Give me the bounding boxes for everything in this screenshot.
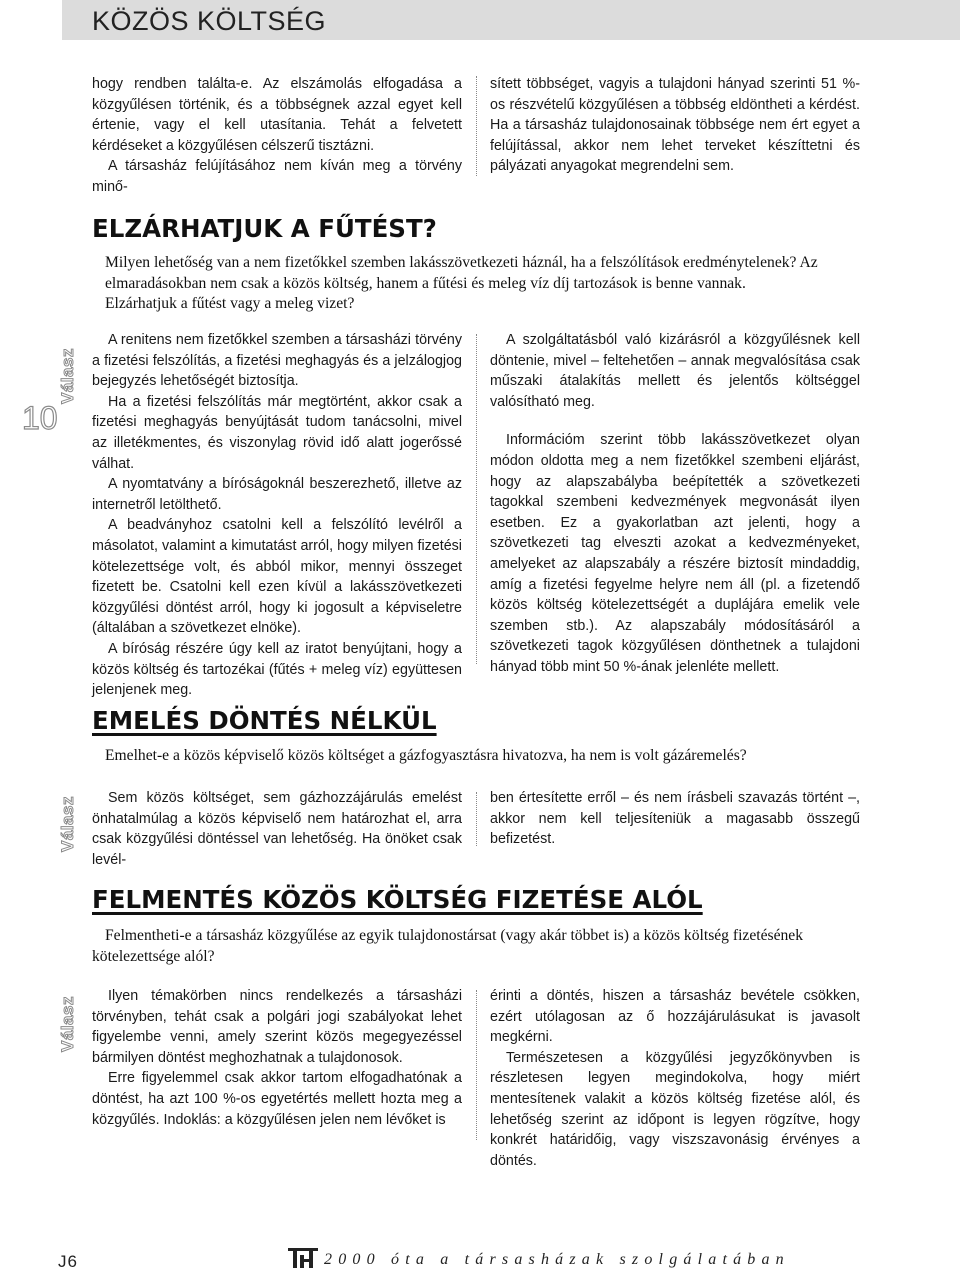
paragraph: sített többséget, vagyis a tulajdoni hányad szerinti 51 %-os részvételű közgyűlésen a többség eldöntheti a kérdést. Ha a társasház tulajdonosainak többsége nem ért egyet a felújítással, akkor nem lehet terveket készíttetni és pályázati anyagokat megrendelni sem. (490, 76, 860, 175)
section-title: FELMENTÉS KÖZÖS KÖLTSÉG FIZETÉSE ALÓL (92, 885, 703, 914)
question-line: Felmentheti-e a társasház közgyűlése az egyik tulajdonostársat (vagy akár többet is) a közös költség fizetésének (105, 927, 804, 944)
question-text (105, 746, 860, 767)
answer-left-column (92, 788, 462, 870)
answer-label: Válasz (58, 796, 77, 852)
answer-right-column (490, 986, 860, 1171)
answer-left-column (92, 330, 462, 701)
question-line: Elzárhatjuk a fűtést vagy a meleg vizet? (105, 295, 355, 312)
paragraph: érinti a döntés, hiszen a társasház bevétele csökken, ezért utólagosan az ő hozzájárulásukat is javasolt megkérni. (490, 988, 860, 1046)
answer-right-column (490, 788, 860, 850)
answer-left-column (92, 986, 462, 1130)
question-line: Milyen lehetőség van a nem fizetőkkel szemben lakásszövetkezeti háznál, ha a felszólítások eredménytelenek? Az (105, 254, 818, 271)
question-line: kötelezettsége alól? (92, 947, 215, 965)
paragraph: hogy rendben találta-e. Az elszámolás elfogadása a közgyűlésen történik, és a többségnek azzal egyet kell értenie, vagy el kell utasítania. Tehát a felvetett kérdéseket a közgyűlésen célszerű tisztázni. (92, 76, 462, 154)
tht-logo-icon (288, 1246, 318, 1270)
paragraph: Ilyen témakörben nincs rendelkezés a társasházi törvényben, tehát csak a polgári jogi szabályokat lehet figyelembe venni, amely szerint közös megegyezéssel bármilyen döntést meghozhatnak a tulajdonosok. (92, 988, 462, 1066)
paragraph: A nyomtatvány a bíróságoknál beszerezhető, illetve az internetről letölthető. (92, 476, 462, 513)
paragraph: Ha a fizetési felszólítás már megtörtént, akkor csak a fizetési meghagyás benyújtását tudom tanácsolni, mivel az illetékmentes, és viszonylag rövid idő alatt jogerőssé válhat. (92, 393, 462, 472)
column-divider (476, 76, 477, 176)
paragraph: A társasház felújításához nem kíván meg a törvény minő- (92, 158, 462, 195)
question-text (92, 926, 860, 967)
section-title: ELZÁRHATJUK A FŰTÉST? (92, 214, 437, 243)
page-title: KÖZÖS KÖLTSÉG (92, 6, 327, 36)
answer-label: Válasz (58, 348, 77, 404)
paragraph: A szolgáltatásból való kizárásról a közgyűlésnek kell döntenie, mivel – feltehetően – annak megvalósítása csak műszaki átalakítás mellett és jelentős költséggel valósítható meg. (490, 332, 860, 410)
paragraph: A beadványhoz csatolni kell a felszólító levélről a másolatot, valamint a kimutatást arról, hogy milyen fizetési kötelezettsége volt, és abból mikor, mennyi összeget fizetett be. Csatolni kell ezen kívül a lakásszövetkezeti közgyűlési döntést arról, hogy ki jogosult a képviseletre (általában a szövetkezet elnöke). (92, 517, 462, 637)
column-divider (476, 990, 477, 1140)
column-divider (476, 334, 477, 664)
paragraph: Természetesen a közgyűlési jegyzőkönyvben is részletesen legyen megindokolva, hogy miért mentesítenek valakit a közös költség fizetése alól, és lehetőség szerint az időpont is legyen rögzítve, hogy konkrét határidőig, vagy viszszavonásig érvényes a döntés. (490, 1049, 860, 1169)
paragraph: Információm szerint több lakásszövetkezet olyan módon oldotta meg a nem fizetőkkel szembeni eljárást, hogy az alapszabályba beépítették a szövetkezeti tagokkal szembeni kedvezmények megvonását ilyen esetben. Ez a gyakorlatban azt jelenti, hogy a szövetkezeti tag elveszti azokat a kedvezményeket, amelyeket az alapszabály a részére biztosít mindaddig, amíg a fizetési fegyelme helyre nem áll (pl. a fizetendő közös költség kötelezettségét a duplájára emelik vele szemben stb.). Az alapszabály módosításáról a szövetkezeti tagok közgyűlésen dönthetnek a tulajdoni hányad több mint 50 %-ának jelenléte mellett. (490, 432, 860, 675)
side-page-number: 10 (22, 400, 58, 436)
paragraph: A renitens nem fizetőkkel szemben a társasházi törvény a fizetési felszólítás, a fizetési meghagyás és a jelzálogjog bejegyzés lehetőségét biztosítja. (92, 332, 462, 390)
question-line: elmaradásokban nem csak a közös költség, hanem a fűtési és meleg víz díj tartozások is benne vannak. (105, 274, 746, 292)
footer-page-number: J6 (58, 1252, 78, 1271)
footer-tagline: 2000 óta a társasházak szolgálatában (324, 1251, 790, 1268)
paragraph: Sem közös költséget, sem gázhozzájárulás emelést önhatalmúlag a közös képviselő nem határozhat el, arra csak közgyűlési döntéssel van lehetőség. Ha önöket csak levél- (92, 790, 462, 868)
section-title: EMELÉS DÖNTÉS NÉLKÜL (92, 706, 437, 735)
intro-right-column (490, 74, 860, 177)
question-line: Emelhet-e a közös képviselő közös költséget a gázfogyasztásra hivatozva, ha nem is volt gázáremelés? (105, 747, 747, 764)
answer-label: Válasz (58, 996, 77, 1052)
paragraph: ben értesítette erről – és nem írásbeli szavazás történt –, akkor nem kell teljesíteniük a magasabb összegű befizetést. (490, 790, 860, 848)
column-divider (476, 792, 477, 846)
paragraph: A bíróság részére úgy kell az iratot benyújtani, hogy a közös költség és tartozékai (fűtés + meleg víz) együttesen jelenjenek meg. (92, 640, 462, 699)
question-text (105, 253, 860, 315)
paragraph: Erre figyelemmel csak akkor tartom elfogadhatónak a döntést, ha azt 100 %-os egyetértés mellett hozta meg a közgyűlés. Indoklás: a közgyűlésen jelen nem lévőket is (92, 1070, 462, 1128)
intro-left-column (92, 74, 462, 198)
answer-right-column (490, 330, 860, 678)
